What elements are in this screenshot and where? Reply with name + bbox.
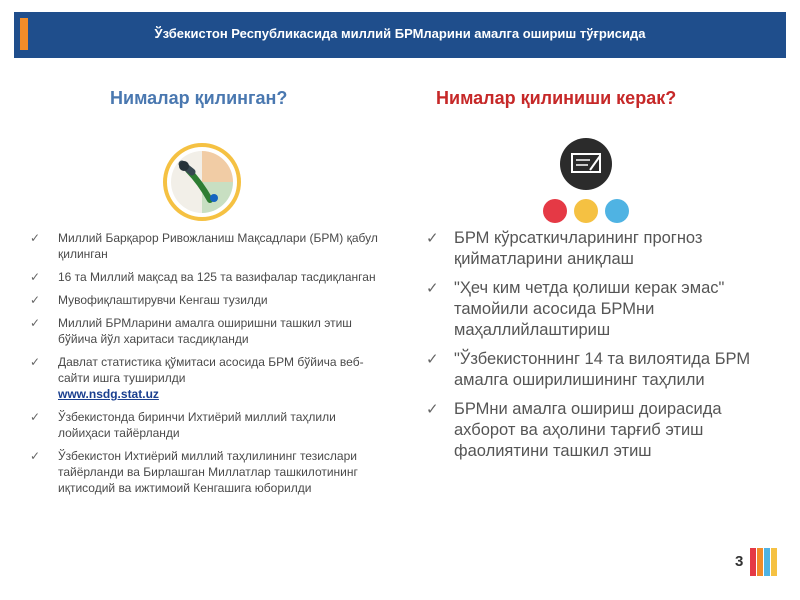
list-item: [30, 409, 390, 441]
list-item-text: БРМ кўрсаткичларининг прогноз қийматларини аниқлаш: [454, 229, 703, 268]
check-icon: ✓: [426, 280, 439, 297]
list-item-text: Ўзбекистон Ихтиёрий миллий таҳлилининг тезислари тайёрланди ва Бирлашган Миллатлар ташкилотининг иқтисодий ва ижтимоий Кенгашига юборилди: [58, 449, 358, 495]
list-item: [30, 448, 390, 496]
list-item: [426, 349, 766, 391]
list-item: [30, 230, 390, 262]
check-icon: ✓: [426, 230, 439, 247]
list-item: [426, 228, 766, 270]
sdg-stripes-icon: [750, 548, 778, 576]
done-heading: Нималар қилинган?: [110, 88, 288, 108]
presentation-board-icon: [540, 136, 635, 231]
list-item: [30, 315, 390, 347]
list-item: [30, 269, 390, 285]
list-item-text: БРМни амалга ошириш доирасида ахборот ва аҳолини тарғиб этиш фаолиятини ташкил этиш: [454, 400, 722, 460]
list-item-text: Миллий Барқарор Ривожланиш Мақсадлари (БРМ) қабул қилинган: [58, 231, 378, 261]
todo-heading: Нималар қилиниши керак?: [436, 88, 677, 108]
check-icon: ✓: [30, 316, 41, 330]
list-item-text: "Ўзбекистоннинг 14 та вилоятида БРМ амалга оширилишининг таҳлили: [454, 350, 751, 389]
list-item-text: "Ҳеч ким четда қолиши керак эмас" тамойили асосида БРМни маҳаллийлаштириш: [454, 279, 725, 339]
list-item: [30, 354, 390, 402]
list-item: [30, 292, 390, 308]
list-item-text: Миллий БРМларини амалга оширишни ташкил этиш бўйича йўл харитаси тасдиқланди: [58, 316, 352, 346]
list-item-text: Мувофиқлаштирувчи Кенгаш тузилди: [58, 293, 268, 307]
list-item: [426, 278, 766, 341]
list-item-text: 16 та Миллий мақсад ва 125 та вазифалар тасдиқланган: [58, 270, 376, 284]
check-icon: ✓: [426, 401, 439, 418]
done-list: [30, 230, 390, 503]
check-icon: ✓: [30, 231, 41, 245]
slide-title: Ўзбекистон Республикасида миллий БРМларини амалга ошириш тўғрисида: [154, 26, 646, 41]
sdg-logo-icon: [162, 142, 242, 222]
nsdg-website-link[interactable]: www.nsdg.stat.uz: [58, 387, 159, 401]
page-number: 3: [735, 553, 744, 570]
check-icon: ✓: [30, 449, 41, 463]
check-icon: ✓: [30, 355, 41, 369]
list-item-text: Давлат статистика қўмитаси асосида БРМ бўйича веб-сайти ишга туширилди: [58, 355, 364, 385]
todo-list: [426, 228, 766, 470]
check-icon: ✓: [30, 410, 41, 424]
check-icon: ✓: [426, 351, 439, 368]
check-icon: ✓: [30, 270, 41, 284]
list-item-text: Ўзбекистонда биринчи Ихтиёрий миллий таҳлили лойиҳаси тайёрланди: [58, 410, 336, 440]
list-item: [426, 399, 766, 462]
check-icon: ✓: [30, 293, 41, 307]
